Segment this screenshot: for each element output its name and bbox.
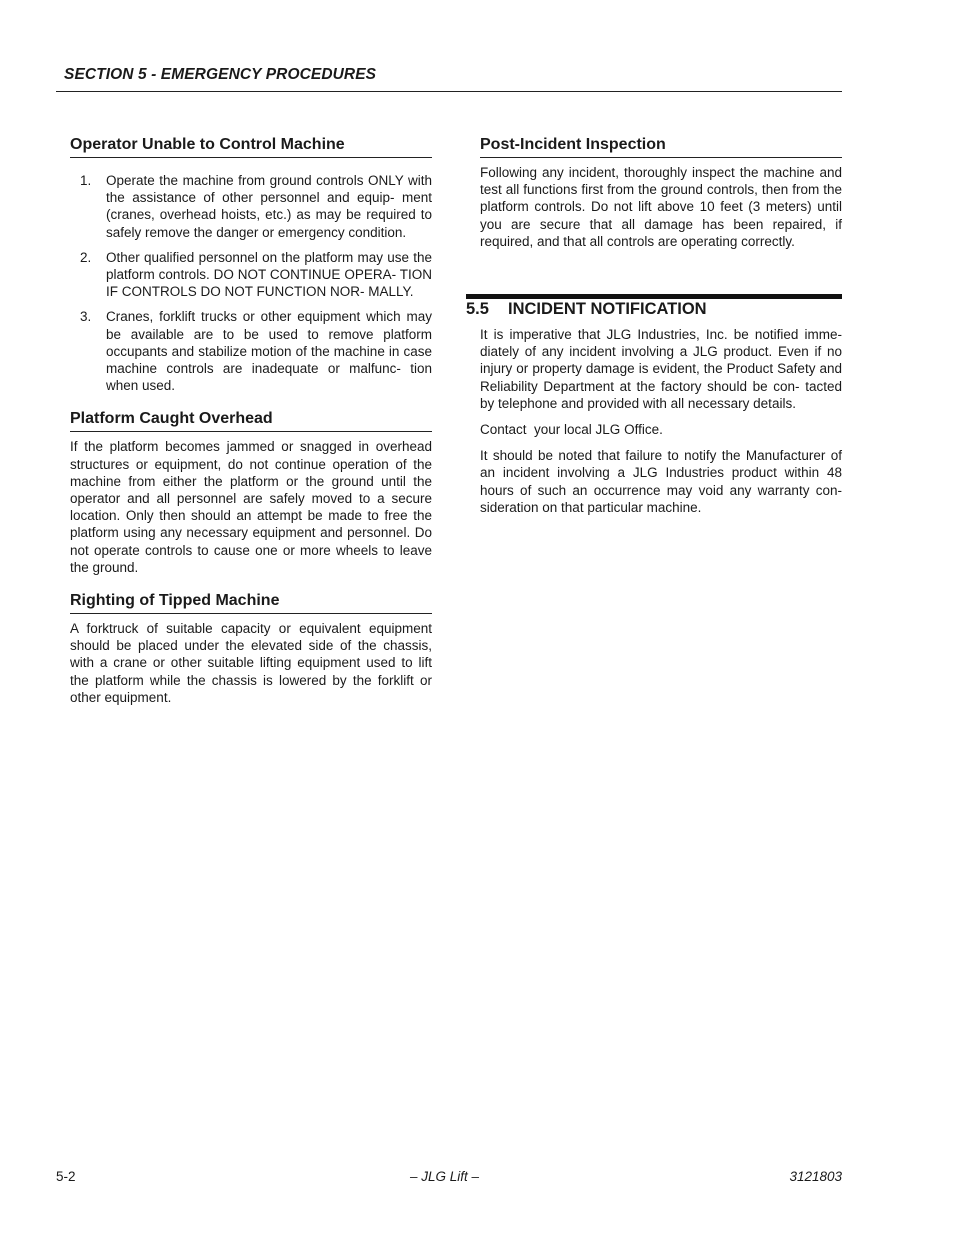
list-item-number: 1.: [80, 173, 92, 188]
footer-page-number: 5-2: [56, 1169, 76, 1184]
section-number: 5.5: [466, 300, 489, 318]
heading-post-incident: Post-Incident Inspection: [480, 135, 842, 158]
list-item: [70, 308, 432, 394]
heading-righting-tipped: Righting of Tipped Machine: [70, 591, 432, 614]
footer-doc-number: 3121803: [789, 1169, 842, 1184]
footer-center-title: – JLG Lift –: [410, 1169, 480, 1184]
incident-paragraph-2: Contact your local JLG Office.: [480, 422, 663, 438]
operator-unable-list: [70, 172, 432, 394]
righting-tipped-text: A forktruck of suitable capacity or equivalent equipment should be placed under the elevated side of the chassis, with a crane or other suitable lifting equipment used to lift the platform while the chassis is lowered by the forklift or other equipment.: [70, 621, 432, 705]
post-incident-text: Following any incident, thoroughly inspect the machine and test all functions first from the ground controls, then from the platform controls. Do not lift above 10 feet (3 meters) until you are secure that all damage has been repaired, if required, and that all controls are operating correctly.: [480, 165, 842, 249]
page-header: [56, 64, 842, 92]
platform-caught-text: If the platform becomes jammed or snagged in overhead structures or equipment, do not continue operation of the machine from either the platform or the ground until the operator and all personnel are safely moved to a secure location. Only then should an attempt be made to free the platform using any necessary equipment and personnel. Do not operate controls to cause one or more wheels to leave the ground.: [70, 439, 432, 575]
section-heading-incident-notification: [466, 299, 707, 319]
list-item-text: Cranes, forklift trucks or other equipment which may be available are to be used to remove platform occupants and stabilize motion of the machine in case machine controls are inadequate or malfunc- tion when used.: [106, 309, 432, 394]
heading-operator-unable: Operator Unable to Control Machine: [70, 135, 432, 158]
left-column: [70, 135, 432, 706]
list-item-number: 3.: [80, 309, 92, 325]
list-item: [70, 172, 432, 241]
heading-platform-caught: Platform Caught Overhead: [70, 409, 432, 432]
section-title: INCIDENT NOTIFICATION: [508, 300, 707, 318]
incident-notification-body: [480, 326, 842, 516]
list-item-number: 2.: [80, 249, 92, 265]
section-title-header: SECTION 5 - EMERGENCY PROCEDURES: [64, 66, 377, 83]
list-item-text: Operate the machine from ground controls ONLY with the assistance of other personnel and equip- ment (cranes, overhead hoists, etc.) as may be required to safely remove the danger or emergency condition.: [106, 173, 432, 240]
list-item-text: Other qualified personnel on the platform may use the platform controls. DO NOT CONTINUE OPERA- TION IF CONTROLS DO NOT FUNCTION NOR- MALLY.: [106, 249, 432, 300]
incident-paragraph-3: It should be noted that failure to notify the Manufacturer of an incident involving a JLG Industries product within 48 hours of such an occurrence may void any warranty con- sideration on that particular machine.: [480, 448, 842, 515]
right-column: [480, 135, 842, 250]
incident-paragraph-1: It is imperative that JLG Industries, Inc. be notified imme- diately of any incident involving a JLG product. Even if no injury or property damage is evident, the Product Safety and Reliability Department at the factory should be con- tacted by telephone and provided with all necessary details.: [480, 327, 842, 411]
list-item: [70, 249, 432, 301]
